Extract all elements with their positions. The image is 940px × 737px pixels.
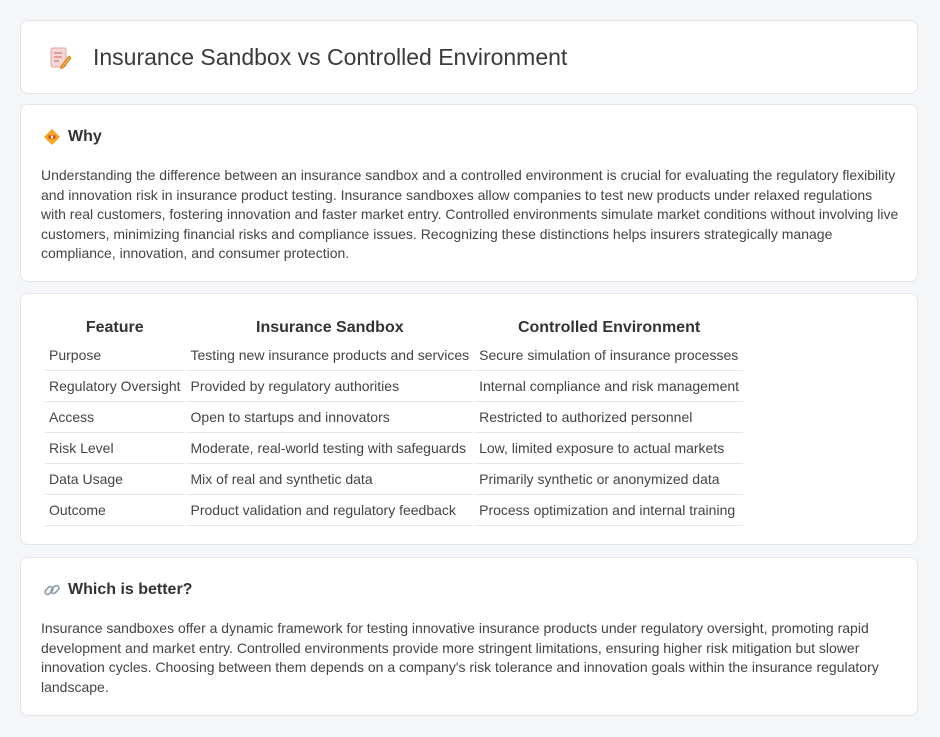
why-heading <box>43 128 102 146</box>
cell-sandbox: Testing new insurance products and services <box>187 340 474 371</box>
table-row <box>45 402 743 433</box>
cell-controlled: Primarily synthetic or anonymized data <box>475 464 743 495</box>
cell-controlled: Low, limited exposure to actual markets <box>475 433 743 464</box>
cell-feature: Outcome <box>45 495 185 526</box>
better-card <box>20 557 918 716</box>
header-insurance-sandbox: Insurance Sandbox <box>256 319 404 336</box>
cell-controlled: Internal compliance and risk management <box>475 371 743 402</box>
table-row <box>45 371 743 402</box>
table-row <box>45 495 743 526</box>
header-feature: Feature <box>85 319 144 336</box>
table-row <box>45 340 743 371</box>
diamond-warning-icon <box>43 128 61 146</box>
header-card <box>20 20 918 94</box>
cell-feature: Regulatory Oversight <box>45 371 185 402</box>
better-title: Which is better? <box>68 581 193 598</box>
cell-controlled: Secure simulation of insurance processes <box>475 340 743 371</box>
cell-feature: Data Usage <box>45 464 185 495</box>
cell-sandbox: Open to startups and innovators <box>187 402 474 433</box>
table-row <box>45 464 743 495</box>
cell-sandbox: Product validation and regulatory feedback <box>187 495 474 526</box>
cell-feature: Access <box>45 402 185 433</box>
page-title: Insurance Sandbox vs Controlled Environment <box>93 44 568 70</box>
cell-feature: Purpose <box>45 340 185 371</box>
document-pencil-icon <box>47 45 73 71</box>
table-row <box>45 433 743 464</box>
cell-feature: Risk Level <box>45 433 185 464</box>
cell-sandbox: Mix of real and synthetic data <box>187 464 474 495</box>
why-title: Why <box>68 128 102 145</box>
link-icon <box>43 581 61 599</box>
why-text: Understanding the difference between an insurance sandbox and a controlled environment is crucial for evaluating the regulatory flexibility and innovation risk in insurance product testing. Insurance sandboxes allow companies to test new products under relaxed regulations with real customers, fostering innovation and faster market entry. Controlled environments simulate market conditions without involving live customers, minimizing financial risks and compliance issues. Recognizing these distinctions helps insurers strategically manage compliance, innovation, and consumer protection. <box>41 167 899 261</box>
cell-controlled: Restricted to authorized personnel <box>475 402 743 433</box>
title-row <box>47 44 567 71</box>
comparison-table <box>43 314 745 526</box>
better-heading <box>43 581 192 599</box>
table-header-row <box>45 314 743 340</box>
comparison-card <box>20 293 918 545</box>
better-text: Insurance sandboxes offer a dynamic framework for testing innovative insurance products under regulatory oversight, promoting rapid development and market entry. Controlled environments provide more stringent limitations, ensuring higher risk mitigation but slower innovation cycles. Choosing between them depends on a company's risk tolerance and innovation goals within the insurance regulatory landscape. <box>41 620 879 695</box>
header-controlled-environment: Controlled Environment <box>517 319 701 336</box>
cell-sandbox: Provided by regulatory authorities <box>187 371 474 402</box>
why-card <box>20 104 918 282</box>
cell-controlled: Process optimization and internal training <box>475 495 743 526</box>
cell-sandbox: Moderate, real-world testing with safeguards <box>187 433 474 464</box>
